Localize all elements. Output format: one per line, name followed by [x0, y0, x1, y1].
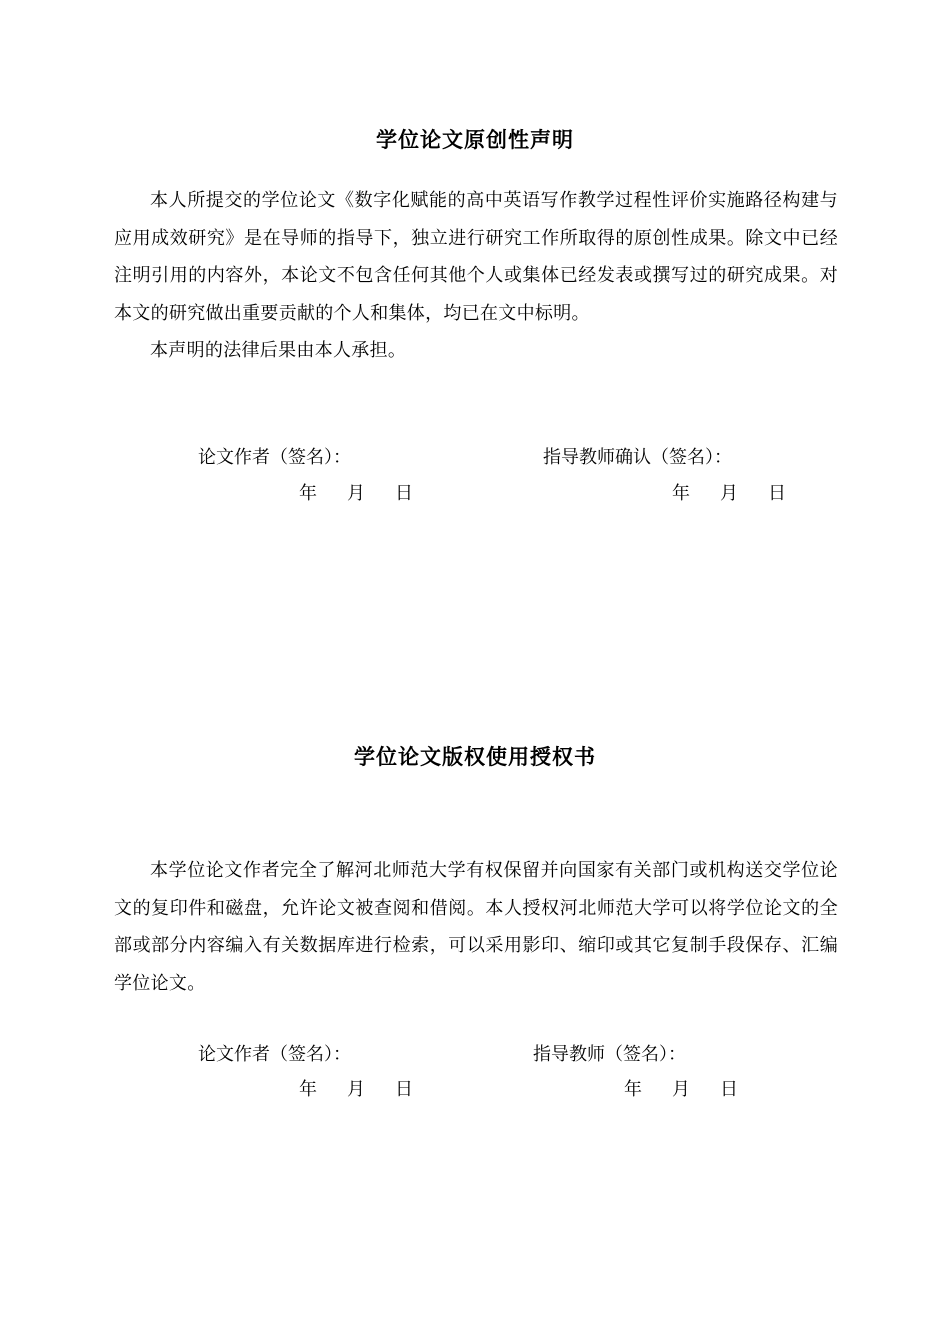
- declaration-advisor-signature-label: 指导教师确认（签名）：: [543, 447, 732, 468]
- declaration-paragraph-2: 本声明的法律后果由本人承担。: [150, 340, 407, 361]
- authorization-paragraph-1: 本学位论文作者完全了解河北师范大学有权保留并向国家有关部门或机构送交学位论文的复印件和磁盘，允许论文被查阅和借阅。本人授权河北师范大学可以将学位论文的全部或部分内容编入有关数据库进行检索，可以采用影印、缩印或其它复制手段保存、汇编学位论文。: [114, 860, 838, 994]
- date-month: 月: [347, 483, 365, 504]
- authorization-advisor-signature-label: 指导教师（签名）：: [533, 1044, 686, 1065]
- declaration-paragraph-1: 本人所提交的学位论文《数字化赋能的高中英语写作教学过程性评价实施路径构建与应用成效研究》是在导师的指导下，独立进行研究工作所取得的原创性成果。除文中已经注明引用的内容外，本论文不包含任何其他个人或集体已经发表或撰写过的研究成果。对本文的研究做出重要贡献的个人和集体，均已在文中标明。: [114, 190, 838, 324]
- declaration-author-signature-label: 论文作者（签名）：: [198, 447, 351, 468]
- date-year: 年: [299, 1079, 317, 1100]
- date-month: 月: [672, 1079, 690, 1100]
- date-year: 年: [299, 483, 317, 504]
- date-year: 年: [672, 483, 690, 504]
- date-day: 日: [768, 483, 786, 504]
- date-year: 年: [624, 1079, 642, 1100]
- declaration-title: 学位论文原创性声明: [376, 128, 574, 152]
- date-day: 日: [395, 1079, 413, 1100]
- authorization-title: 学位论文版权使用授权书: [354, 745, 596, 769]
- date-day: 日: [720, 1079, 738, 1100]
- date-month: 月: [720, 483, 738, 504]
- date-month: 月: [347, 1079, 365, 1100]
- date-day: 日: [395, 483, 413, 504]
- authorization-author-signature-label: 论文作者（签名）：: [198, 1044, 351, 1065]
